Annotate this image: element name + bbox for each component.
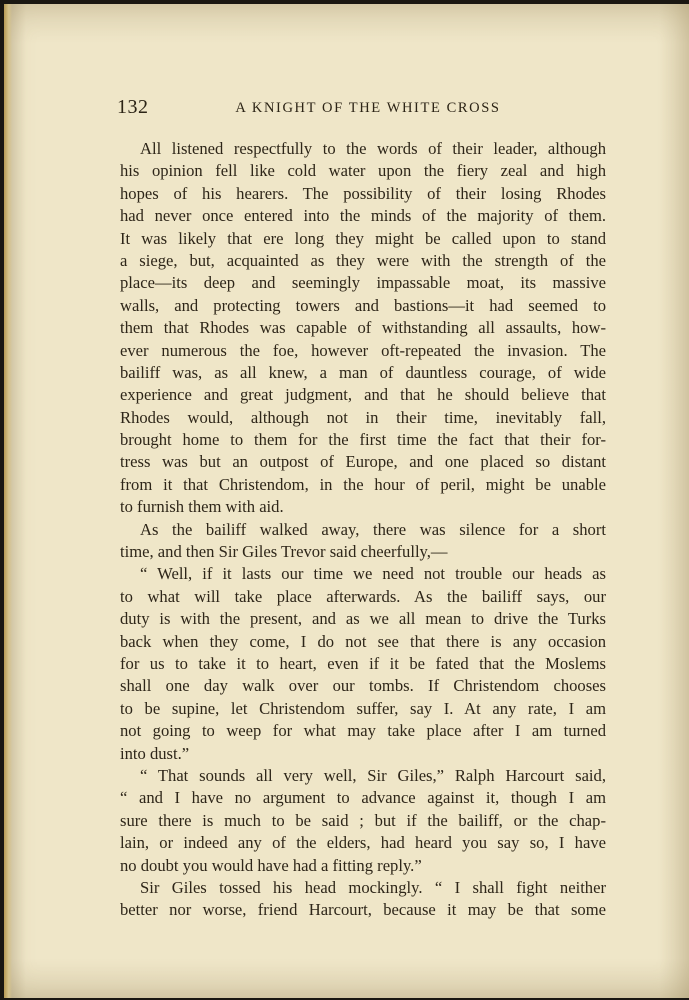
text-line: had never once entered into the minds of the majority of them.: [120, 206, 606, 226]
text-line: into dust.”: [120, 743, 190, 763]
text-line: “ That sounds all very well, Sir Giles,” Ralph Harcourt said,: [140, 765, 606, 785]
paragraph: [120, 519, 606, 564]
text-line: “ and I have no argument to advance against it, though I am: [120, 788, 606, 808]
text-line: them that Rhodes was capable of withstanding all assaults, how-: [120, 318, 606, 338]
text-line: Sir Giles tossed his head mockingly. “ I shall fight neither: [140, 877, 606, 897]
text-line: ever numerous the foe, however oft-repeated the invasion. The: [120, 340, 606, 360]
text-line: tress was but an outpost of Europe, and one placed so distant: [120, 452, 606, 472]
page-header: [117, 96, 607, 126]
body-text: [120, 138, 606, 922]
text-line: All listened respectfully to the words of their leader, although: [140, 139, 606, 158]
book-page: [4, 4, 689, 998]
paragraph: [120, 877, 606, 922]
text-line: duty is with the present, and as we all mean to drive the Turks: [120, 609, 606, 629]
text-line: “ Well, if it lasts our time we need not trouble our heads as: [140, 564, 606, 584]
text-line: a siege, but, acquainted as they were with the strength of the: [120, 250, 606, 270]
text-line: walls, and protecting towers and bastions—it had seemed to: [120, 295, 606, 315]
text-line: shall one day walk over our tombs. If Christendom chooses: [120, 676, 606, 696]
text-line: from it that Christendom, in the hour of peril, might be unable: [120, 474, 606, 494]
text-line: to what will take place afterwards. As the bailiff says, our: [120, 586, 606, 606]
text-line: Rhodes would, although not in their time, inevitably fall,: [120, 407, 606, 427]
text-line: back when they come, I do not see that there is any occasion: [120, 631, 606, 651]
paragraph: [120, 765, 606, 877]
paragraph: [120, 563, 606, 765]
text-line: hopes of his hearers. The possibility of their losing Rhodes: [120, 183, 606, 203]
text-line: As the bailiff walked away, there was silence for a short: [140, 519, 606, 539]
text-line: to be supine, let Christendom suffer, say I. At any rate, I am: [120, 698, 606, 718]
text-line: bailiff was, as all knew, a man of dauntless courage, of wide: [120, 362, 606, 382]
text-line: experience and great judgment, and that he should believe that: [120, 385, 606, 405]
text-line: not going to weep for what may take place after I am turned: [120, 721, 606, 741]
text-line: better nor worse, friend Harcourt, because it may be that some: [120, 900, 606, 920]
text-line: brought home to them for the first time the fact that their for-: [120, 430, 606, 450]
text-line: It was likely that ere long they might be called upon to stand: [120, 228, 606, 248]
running-head: A KNIGHT OF THE WHITE CROSS: [235, 100, 501, 116]
page-gutter-edge: [4, 4, 12, 998]
text-line: time, and then Sir Giles Trevor said cheerfully,—: [120, 542, 448, 562]
text-line: lain, or indeed any of the elders, had heard you say so, I have: [120, 833, 606, 853]
page-number: 132: [117, 96, 149, 118]
text-line: to furnish them with aid.: [120, 497, 284, 517]
text-line: his opinion fell like cold water upon the fiery zeal and high: [120, 161, 606, 181]
text-line: place—its deep and seemingly impassable moat, its massive: [120, 273, 606, 293]
paragraph: [120, 138, 606, 519]
text-line: no doubt you would have had a fitting reply.”: [120, 855, 422, 875]
text-line: for us to take it to heart, even if it be fated that the Moslems: [120, 653, 606, 673]
text-line: sure there is much to be said ; but if the bailiff, or the chap-: [120, 810, 606, 830]
